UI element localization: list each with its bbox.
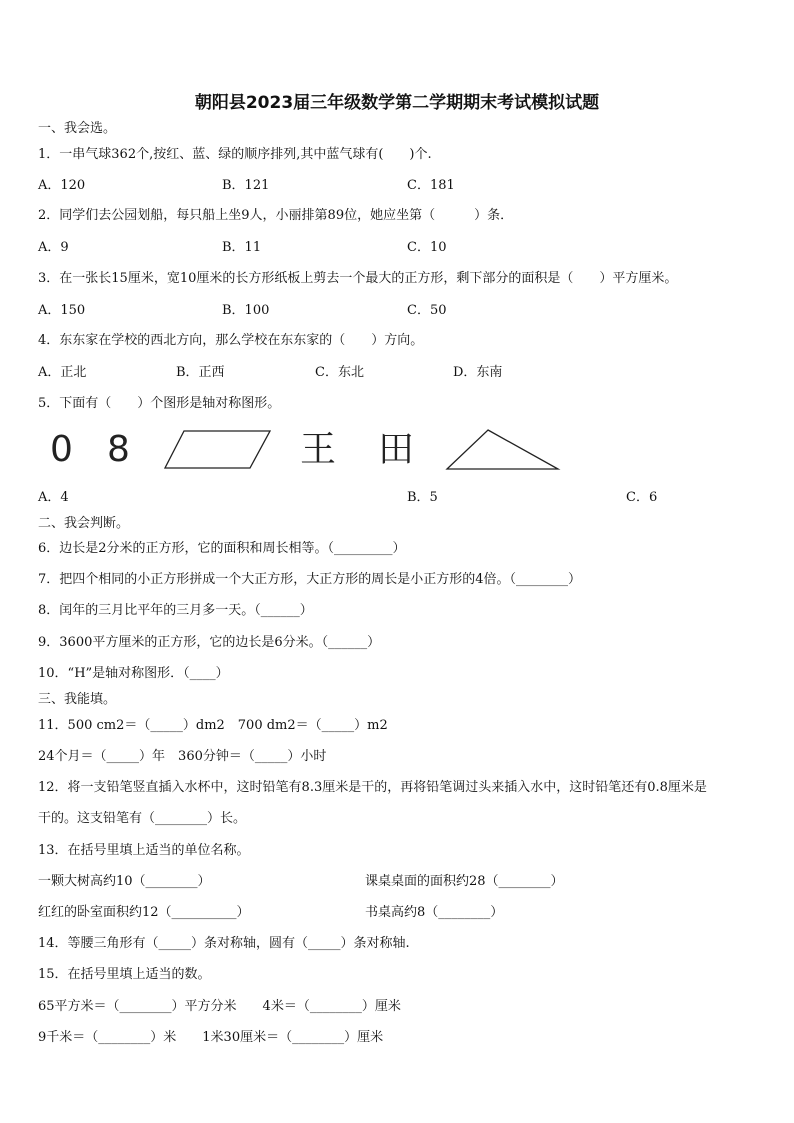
q4-option-b: B．正西 <box>176 365 225 380</box>
q5-option-a: A．4 <box>38 490 69 505</box>
q2-option-b: B．11 <box>222 240 262 255</box>
q3-option-c: C．50 <box>407 303 447 318</box>
question-4: 4．东东家在学校的西北方向，那么学校在东东家的（ ）方向。 <box>38 333 424 348</box>
q4-option-a: A．正北 <box>38 365 87 380</box>
question-15: 15．在括号里填上适当的数。 <box>38 967 211 982</box>
question-12-line-1: 12．将一支铅笔竖直插入水杯中，这时铅笔有8.3厘米是干的，再将铅笔调过头来插入水中，这时铅笔还有0.8厘米是 <box>38 780 707 795</box>
q4-option-d: D．东南 <box>453 365 503 380</box>
q2-option-a: A．9 <box>38 240 69 255</box>
figure-digit-zero: 0 <box>50 429 73 470</box>
question-9: 9．3600平方厘米的正方形，它的边长是6分米。（______） <box>38 635 381 650</box>
question-3: 3．在一张长15厘米，宽10厘米的长方形纸板上剪去一个最大的正方形，剩下部分的面积是（ ）平方厘米。 <box>38 271 678 286</box>
figure-parallelogram <box>162 428 272 472</box>
q3-option-b: B．100 <box>222 303 270 318</box>
question-15-line-1: 65平方米＝（________）平方分米 4米＝（________）厘米 <box>38 999 401 1014</box>
question-7: 7．把四个相同的小正方形拼成一个大正方形，大正方形的周长是小正方形的4倍。（________） <box>38 572 582 587</box>
question-12-line-2: 干的。这支铅笔有（________）长。 <box>38 811 247 826</box>
q13-item-tree: 一颗大树高约10（________） <box>38 874 211 889</box>
question-11-line-2: 24个月＝（_____）年 360分钟＝（_____）小时 <box>38 749 327 764</box>
q2-option-c: C．10 <box>407 240 447 255</box>
question-13: 13．在括号里填上适当的单位名称。 <box>38 843 250 858</box>
q13-item-desk-area: 课桌桌面的面积约28（________） <box>365 874 564 889</box>
section-1-heading: 一、我会选。 <box>38 121 117 136</box>
section-2-heading: 二、我会判断。 <box>38 516 130 531</box>
figure-char-tian: 田 <box>378 429 415 470</box>
question-1: 1．一串气球362个,按红、蓝、绿的顺序排列,其中蓝气球有( )个. <box>38 147 432 162</box>
figure-char-wang: 王 <box>300 429 337 470</box>
question-2: 2．同学们去公园划船，每只船上坐9人，小丽排第89位，她应坐第（ ）条． <box>38 208 514 223</box>
q5-option-c: C．6 <box>626 490 658 505</box>
q5-option-b: B．5 <box>407 490 438 505</box>
figure-digit-eight: 8 <box>107 429 130 470</box>
q1-option-c: C．181 <box>407 178 455 193</box>
q1-option-a: A．120 <box>38 178 86 193</box>
question-5: 5．下面有（ ）个图形是轴对称图形。 <box>38 396 281 411</box>
page-title: 朝阳县2023届三年级数学第二学期期末考试模拟试题 <box>194 93 600 113</box>
figure-triangle <box>444 428 562 472</box>
q13-item-bedroom: 红红的卧室面积约12（__________） <box>38 905 250 920</box>
question-14: 14．等腰三角形有（_____）条对称轴，圆有（_____）条对称轴. <box>38 936 410 951</box>
q4-option-c: C．东北 <box>315 365 364 380</box>
q13-item-desk-height: 书桌高约8（________） <box>365 905 504 920</box>
q1-option-b: B．121 <box>222 178 270 193</box>
question-11-line-1: 11．500 cm2＝（_____）dm2 700 dm2＝（_____）m2 <box>38 718 388 733</box>
section-3-heading: 三、我能填。 <box>38 692 117 707</box>
question-10: 10．“H”是轴对称图形．（____） <box>38 666 229 681</box>
question-15-line-2: 9千米＝（________）米 1米30厘米＝（________）厘米 <box>38 1030 384 1045</box>
q3-option-a: A．150 <box>38 303 86 318</box>
question-6: 6．边长是2分米的正方形，它的面积和周长相等。（_________） <box>38 541 406 556</box>
question-8: 8．闰年的三月比平年的三月多一天。（______） <box>38 603 313 618</box>
